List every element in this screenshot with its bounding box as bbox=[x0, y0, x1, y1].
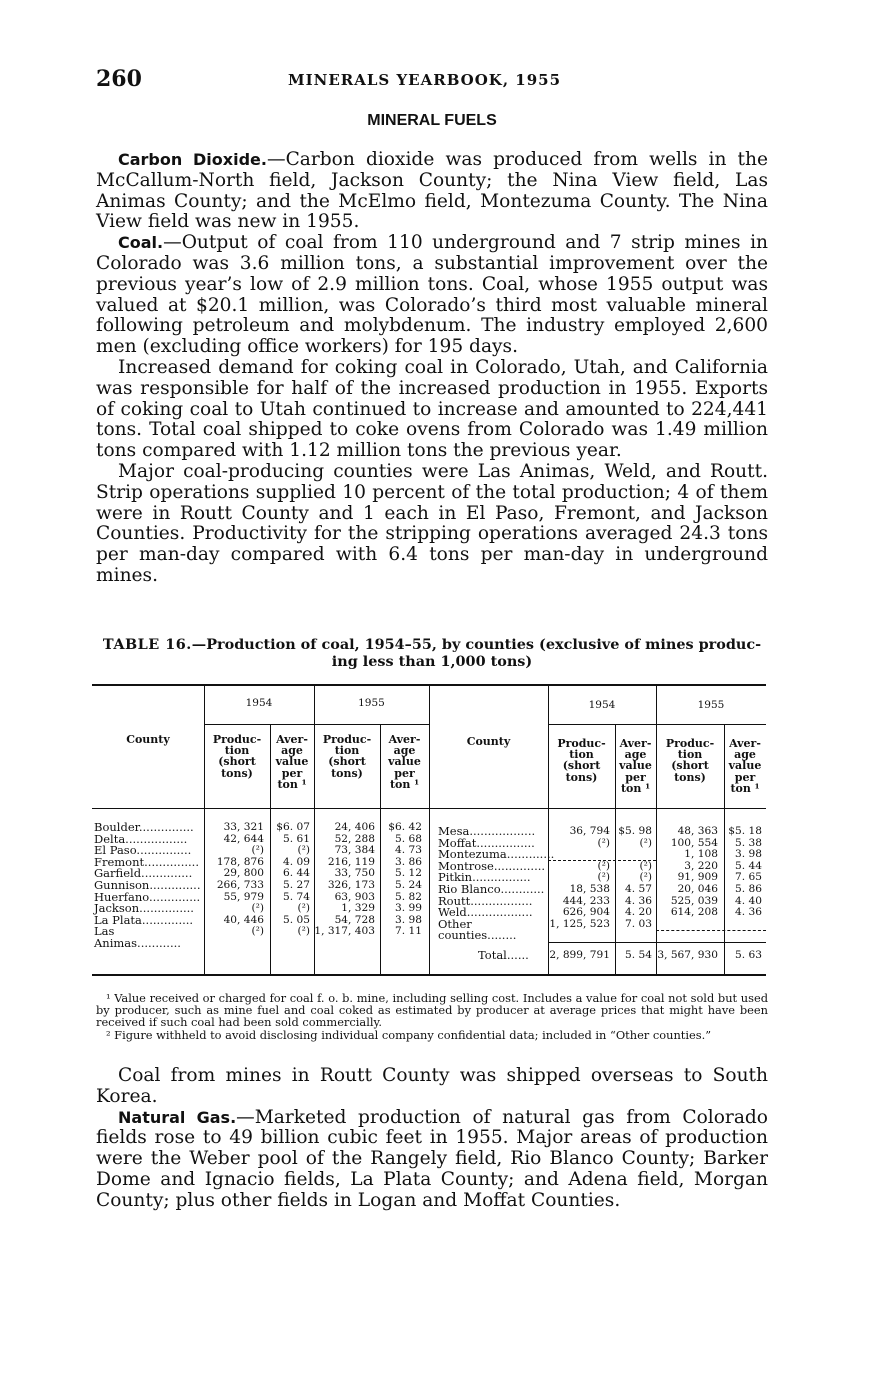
paragraph bbox=[96, 462, 768, 587]
table-cell: 326, 173 bbox=[327, 878, 375, 891]
table-cell: 5. 12 bbox=[395, 867, 422, 880]
table-cell: 4. 09 bbox=[283, 855, 310, 868]
table-cell: (²) bbox=[297, 902, 310, 915]
county-name: Boulder............... bbox=[94, 820, 194, 834]
paragraph bbox=[96, 233, 768, 358]
table-cell: (²) bbox=[297, 925, 310, 938]
table-cell: 1, 329 bbox=[341, 902, 375, 915]
table-cell: 42, 644 bbox=[223, 832, 264, 845]
run-in-heading: Carbon Dioxide. bbox=[118, 150, 267, 169]
table-cell: (²) bbox=[639, 871, 652, 884]
county-name: Pitkin................ bbox=[438, 870, 531, 885]
table-cell: 216, 119 bbox=[327, 855, 375, 868]
year-header-1955-left: 1955 bbox=[358, 697, 385, 709]
table-cell: 178, 876 bbox=[216, 855, 264, 868]
county-name: Mesa.................. bbox=[438, 824, 536, 838]
total-rule bbox=[548, 942, 766, 943]
production-header: Produc- tion (short tons) bbox=[322, 733, 372, 780]
table-cell: 626, 904 bbox=[562, 906, 610, 919]
run-in-heading: Coal. bbox=[118, 233, 164, 253]
table-cell: 5. 24 bbox=[395, 878, 422, 891]
year-header-1955-right: 1955 bbox=[697, 699, 725, 711]
paragraph bbox=[96, 358, 768, 462]
table-cell: 525, 039 bbox=[670, 894, 718, 907]
table-cell: 36, 794 bbox=[569, 825, 610, 837]
county-name: Other counties........ bbox=[438, 916, 517, 943]
county-name: Montezuma............. bbox=[438, 847, 555, 862]
county-name: Routt................. bbox=[438, 893, 533, 908]
table-cell: 3. 99 bbox=[395, 902, 422, 915]
body-text-top bbox=[96, 150, 768, 587]
paragraph bbox=[96, 1066, 768, 1108]
paragraph bbox=[96, 1108, 768, 1212]
table-cell: 6. 44 bbox=[283, 867, 310, 880]
county-name: Gunnison.............. bbox=[94, 877, 201, 892]
table-cell: 63, 903 bbox=[334, 890, 375, 903]
table-cell: 33, 321 bbox=[223, 821, 264, 833]
county-name: Garfield.............. bbox=[94, 866, 193, 881]
left-value-1954 bbox=[270, 822, 310, 938]
footnote: ² Figure withheld to avoid disclosing individual company confidential data; included in “Other counties.” bbox=[106, 1027, 712, 1042]
table-cell: 5. 05 bbox=[283, 913, 310, 926]
dash-rule bbox=[548, 860, 656, 861]
county-name: La Plata.............. bbox=[94, 912, 194, 927]
county-name: Huerfano.............. bbox=[94, 889, 201, 904]
value-header: Aver- age value per ton ¹ bbox=[388, 733, 421, 791]
running-head: MINERALS YEARBOOK, 1955 bbox=[288, 71, 562, 89]
table-cell: 4. 57 bbox=[625, 882, 652, 895]
table-cell: 3, 220 bbox=[684, 859, 718, 872]
table-cell: 5. 61 bbox=[283, 832, 310, 845]
paragraph-text: Increased demand for coking coal in Colorado, Utah, and California was responsible for half of the increased production in 1955. Exports of coking coal to Utah continued to increase and amounted to 224,441 tons. Total coal shipped to coke ovens from Colorado was 1.49 million tons compared with 1.12 million tons the previous year. bbox=[96, 356, 768, 462]
right-county-column bbox=[438, 824, 555, 943]
rule-year-left bbox=[204, 724, 429, 725]
table-cell: 1, 125, 523 bbox=[549, 917, 610, 930]
table-label: TABLE 16. bbox=[102, 636, 192, 653]
table-cell: 266, 733 bbox=[216, 878, 264, 891]
table-cell: 444, 233 bbox=[562, 894, 610, 907]
table-cell: (²) bbox=[251, 902, 264, 915]
table-cell: (²) bbox=[597, 836, 610, 849]
table-cell: 3. 98 bbox=[395, 913, 422, 926]
table-cell: (²) bbox=[297, 844, 310, 857]
value-header: Aver- age value per ton ¹ bbox=[275, 733, 309, 791]
table-cell: 18, 538 bbox=[569, 882, 610, 895]
county-name: Rio Blanco............ bbox=[438, 881, 545, 896]
total-production-1954: 2, 899, 791 bbox=[549, 949, 610, 961]
table-cell: $6. 42 bbox=[388, 821, 422, 833]
county-header-left: County bbox=[126, 733, 170, 746]
table-cell: 5. 27 bbox=[283, 878, 310, 891]
table-cell: 3. 98 bbox=[735, 848, 762, 861]
paragraph bbox=[96, 150, 768, 233]
table-cell: 7. 11 bbox=[395, 925, 422, 938]
left-production-1954 bbox=[204, 822, 264, 938]
year-header-1954-right: 1954 bbox=[588, 699, 616, 711]
paragraph-text: Major coal-producing counties were Las Animas, Weld, and Routt. Strip operations supplied 10 percent of the total production; 4 of them were in Routt County and 1 each in El Paso, Fremont, and Jackson Counties. Productivity for the stripping operations averaged 24.3 tons per man-day compared with 6.4 tons per man-day in underground mines. bbox=[96, 460, 768, 586]
table-cell: 20, 046 bbox=[677, 882, 718, 895]
right-production-1954 bbox=[548, 826, 610, 930]
table-caption bbox=[96, 636, 768, 670]
paragraph-text: —Output of coal from 110 underground and 7 strip mines in Colorado was 3.6 million tons, a substantial improvement over the previous year’s low of 2.9 million tons. Coal, whose 1955 output was valued at $20.1 million, was Colorado’s third most valuable mineral following petroleum and molybdenum. The industry employed 2,600 men (excluding office workers) for 195 days. bbox=[96, 232, 768, 358]
table-cell: 5. 44 bbox=[735, 859, 762, 872]
county-name: Delta................. bbox=[94, 831, 188, 846]
county-name: Montrose.............. bbox=[438, 858, 546, 873]
table-cell: (²) bbox=[597, 871, 610, 884]
section-title: MINERAL FUELS bbox=[367, 112, 497, 129]
table-cell: 91, 909 bbox=[677, 871, 718, 884]
table-cell: $5. 18 bbox=[728, 825, 762, 837]
total-value-1955: 5. 63 bbox=[735, 949, 762, 961]
production-header: Produc- tion (short tons) bbox=[212, 733, 262, 780]
body-text-bottom bbox=[96, 1066, 768, 1212]
col-rule bbox=[429, 684, 430, 974]
footnote: ¹ Value received or charged for coal f. o. b. mine, including selling cost. Includes a value for coal not sold but used by producer, such as mine fuel and coal coked as estimated by producer at average prices that might have been received if such coal had been sold commercially. bbox=[96, 991, 768, 1030]
coal-production-table bbox=[92, 684, 766, 974]
production-header: Produc- tion (short tons) bbox=[665, 737, 715, 784]
table-cell: 52, 288 bbox=[334, 832, 375, 845]
table-cell: 1, 317, 403 bbox=[314, 925, 375, 938]
paragraph-text: —Carbon dioxide was produced from wells in the McCallum-North field, Jackson County; the Nina View field, Las Animas County; and the McElmo field, Montezuma County. The Nina View field was new in 1955. bbox=[96, 149, 769, 233]
run-in-heading: Natural Gas. bbox=[118, 1107, 237, 1127]
value-header: Aver- age value per ton ¹ bbox=[728, 737, 762, 795]
left-production-1955 bbox=[314, 822, 375, 938]
table-cell bbox=[656, 919, 718, 931]
table-cell: $5. 98 bbox=[618, 825, 652, 837]
table-cell: (²) bbox=[251, 844, 264, 857]
table-cell: 5. 38 bbox=[735, 836, 762, 849]
rule-year-right bbox=[548, 724, 766, 725]
footnotes bbox=[96, 992, 768, 1041]
table-cell: $6. 07 bbox=[276, 821, 310, 833]
left-county-column bbox=[94, 822, 202, 950]
table-cell: 5. 74 bbox=[283, 890, 310, 903]
table-cell: 4. 73 bbox=[395, 844, 422, 857]
table-bottom-rule bbox=[92, 974, 766, 976]
table-cell: 4. 36 bbox=[625, 894, 652, 907]
table-cell: 100, 554 bbox=[670, 836, 718, 849]
paragraph-text: —Marketed production of natural gas from Colorado fields rose to 49 billion cubic feet in 1955. Major areas of production were the Weber pool of the Rangely field, Rio Blanco County; Barker Dome and Ignacio fields, La Plata County; and Adena field, Morgan County; plus other fields in Logan and Moffat Counties. bbox=[96, 1106, 768, 1211]
county-name: Moffat................ bbox=[438, 835, 535, 850]
left-value-1955 bbox=[380, 822, 422, 938]
paragraph-text: Coal from mines in Routt County was shipped overseas to South Korea. bbox=[96, 1065, 768, 1107]
total-label: Total...... bbox=[478, 948, 529, 962]
table-cell: 3. 86 bbox=[395, 855, 422, 868]
page-header bbox=[96, 66, 776, 96]
right-value-1955 bbox=[724, 826, 762, 930]
table-cell: 5. 68 bbox=[395, 832, 422, 845]
table-title-line1: —Production of coal, 1954–55, by counties (exclusive of mines produc- bbox=[191, 636, 762, 653]
table-cell: 33, 750 bbox=[334, 867, 375, 880]
table-cell: (²) bbox=[251, 925, 264, 938]
table-cell: 5. 82 bbox=[395, 890, 422, 903]
dash-rule bbox=[656, 930, 766, 931]
table-cell: 4. 40 bbox=[735, 894, 762, 907]
total-value-1954: 5. 54 bbox=[625, 949, 652, 961]
table-cell: 29, 800 bbox=[223, 867, 264, 880]
table-cell: (²) bbox=[639, 836, 652, 849]
table-cell: 1, 108 bbox=[684, 848, 718, 861]
page-number: 260 bbox=[96, 66, 142, 92]
table-cell: (²) bbox=[597, 859, 610, 872]
total-production-1955: 3, 567, 930 bbox=[657, 949, 718, 961]
table-cell: 54, 728 bbox=[334, 913, 375, 926]
table-cell: 4. 36 bbox=[735, 906, 762, 919]
county-name: Jackson............... bbox=[94, 901, 194, 916]
table-cell: 4. 20 bbox=[625, 906, 652, 919]
table-cell: 7. 03 bbox=[625, 917, 652, 930]
table-cell bbox=[724, 919, 762, 931]
production-header: Produc- tion (short tons) bbox=[557, 737, 606, 784]
table-title-line2: ing less than 1,000 tons) bbox=[331, 653, 533, 670]
county-header-right: County bbox=[466, 735, 511, 748]
table-cell: 5. 86 bbox=[735, 882, 762, 895]
table-cell: 73, 384 bbox=[334, 844, 375, 857]
value-header: Aver- age value per ton ¹ bbox=[619, 737, 652, 795]
table-cell: 40, 446 bbox=[223, 913, 264, 926]
table-cell: 55, 979 bbox=[223, 890, 264, 903]
right-production-1955 bbox=[656, 826, 718, 930]
table-cell: 7. 65 bbox=[735, 871, 762, 884]
county-name: Weld.................. bbox=[438, 905, 533, 920]
county-name: El Paso............... bbox=[94, 843, 192, 858]
right-value-1954 bbox=[615, 826, 652, 930]
table-cell: 48, 363 bbox=[677, 825, 718, 837]
table-cell: 24, 406 bbox=[334, 821, 375, 833]
table-cell: (²) bbox=[639, 859, 652, 872]
county-name: Las Animas............ bbox=[94, 924, 181, 950]
table-cell: 614, 208 bbox=[670, 906, 718, 919]
year-header-1954-left: 1954 bbox=[245, 697, 273, 709]
county-name: Fremont............... bbox=[94, 854, 199, 869]
